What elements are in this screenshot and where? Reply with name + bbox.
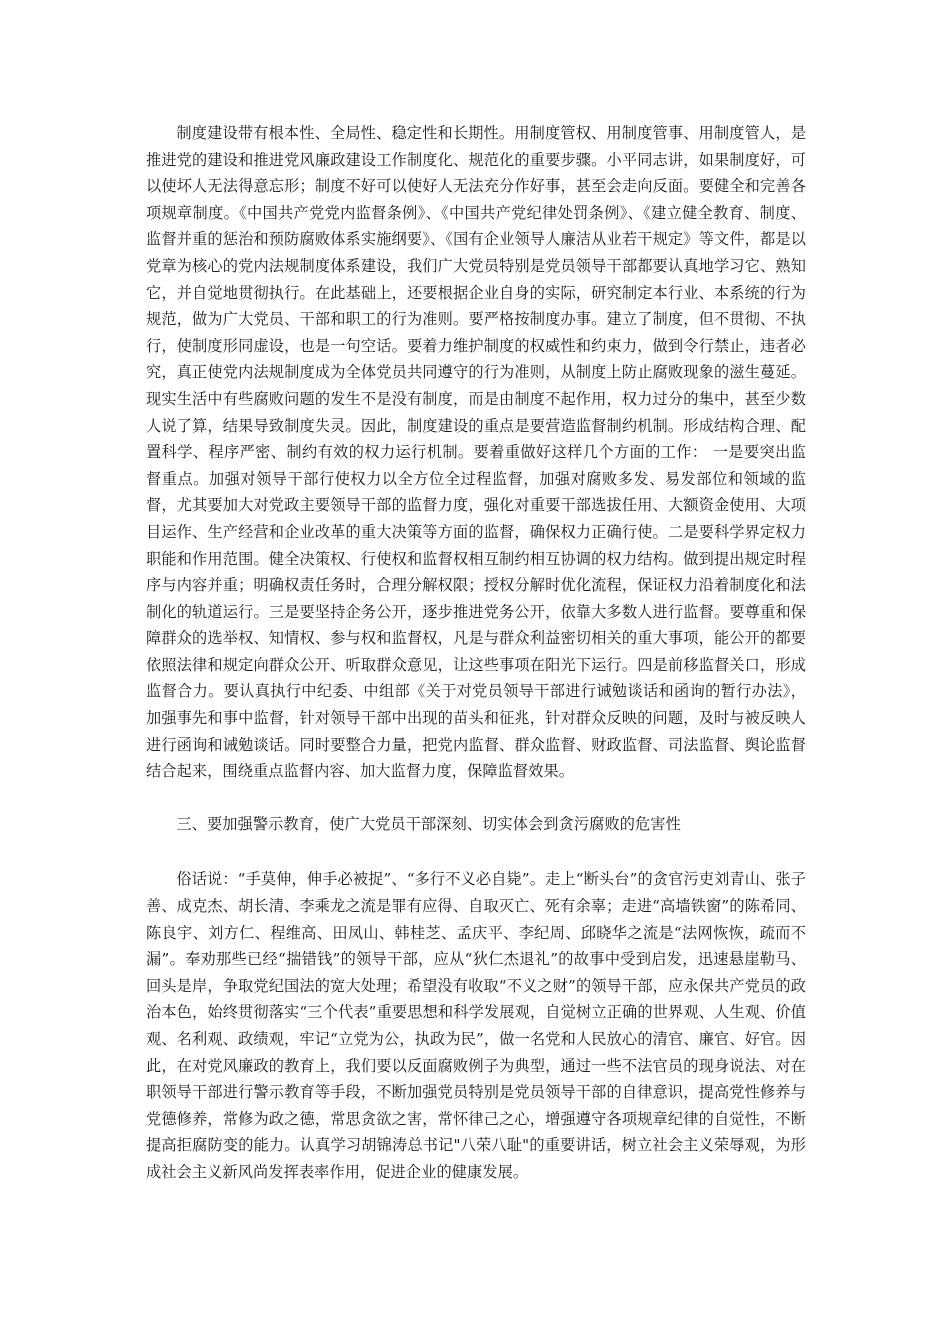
body-paragraph: 俗话说：“手莫伸，伸手必被捉”、“多行不义必自毙”。走上“断头台”的贪官污吏刘青山、张子善、成克杰、胡长清、李乘龙之流是罪有应得、自取灭亡、死有余辜；走进“高墙铁窗”的陈希同、陈良宇、刘方仁、程维高、田凤山、韩桂芝、孟庆平、李纪周、邱晓华之流是“法网恢恢，疏而不漏”。奉劝那些已经“揣错钱”的领导干部，应从“狄仁杰退礼”的故事中受到启发，迅速悬崖勒马、回头是岸，争取党纪国法的宽大处理；希望没有收取“不义之财”的领导干部，应永保共产党员的政治本色，始终贯彻落实“三个代表”重要思想和科学发展观，自觉树立正确的世界观、人生观、价值观、名利观、政绩观，牢记“立党为公，执政为民”，做一名党和人民放心的清官、廉官、好官。因此，在对党风廉政的教育上，我们要以反面腐败例子为典型，通过一些不法官员的现身说法、对在职领导干部进行警示教育等手段，不断加强党员特别是党员领导干部的自律意识，提高党性修养与党德修养，常修为政之德，常思贪欲之害，常怀律己之心，增强遵守各项规章纪律的自觉性，不断提高拒腐防变的能力。认真学习胡锦涛总书记"八荣八耻"的重要讲话，树立社会主义荣辱观，为形成社会主义新风尚发挥表率作用，促进企业的健康发展。 <box>146 870 806 1181</box>
body-paragraph: 制度建设带有根本性、全局性、稳定性和长期性。用制度管权、用制度管事、用制度管人，是推进党的建设和推进党风廉政建设工作制度化、规范化的重要步骤。小平同志讲，如果制度好，可以使坏人无法得意忘形；制度不好可以使好人无法充分作好事，甚至会走向反面。要健全和完善各项规章制度。《中国共产党党内监督条例》、《中国共产党纪律处罚条例》、《建立健全教育、制度、监督并重的惩治和预防腐败体系实施纲要》、《国有企业领导人廉洁从业若干规定》等文件，都是以党章为核心的党内法规制度体系建设，我们广大党员特别是党员领导干部都要认真地学习它、熟知它，并自觉地贯彻执行。在此基础上，还要根据企业自身的实际，研究制定本行业、本系统的行为规范，做为广大党员、干部和职工的行为准则。要严格按制度办事。建立了制度，但不贯彻、不执行，使制度形同虚设，也是一句空话。要着力维护制度的权威性和约束力，做到令行禁止，违者必究，真正使党内法规制度成为全体党员共同遵守的行为准则，从制度上防止腐败现象的滋生蔓延。现实生活中有些腐败问题的发生不是没有制度，而是由制度不起作用，权力过分的集中，甚至少数人说了算，结果导致制度失灵。因此，制度建设的重点是要营造监督制约机制。形成结构合理、配置科学、程序严密、制约有效的权力运行机制。要着重做好这样几个方面的工作： 一是要突出监督重点。加强对领导干部行使权力以全方位全过程监督，加强对腐败多发、易发部位和领域的监督，尤其要加大对党政主要领导干部的监督力度，强化对重要干部选拔任用、大额资金使用、大项目运作、生产经营和企业改革的重大决策等方面的监督，确保权力正确行使。二是要科学界定权力职能和作用范围。健全决策权、行使权和监督权相互制约相互协调的权力结构。做到提出规定时程序与内容并重；明确权责任务时，合理分解权限；授权分解时优化流程，保证权力沿着制度化和法制化的轨道运行。三是要坚持企务公开，逐步推进党务公开，依靠大多数人进行监督。要尊重和保障群众的选举权、知情权、参与权和监督权，凡是与群众利益密切相关的重大事项，能公开的都要依照法律和规定向群众公开、听取群众意见，让这些事项在阳光下运行。四是前移监督关口，形成监督合力。要认真执行中纪委、中组部《关于对党员领导干部进行诫勉谈话和函询的暂行办法》，加强事先和事中监督，针对领导干部中出现的苗头和征兆，针对群众反映的问题，及时与被反映人进行函询和诫勉谈话。同时要整合力量，把党内监督、群众监督、财政监督、司法监督、舆论监督结合起来，围绕重点监督内容、加大监督力度，保障监督效果。 <box>146 124 806 781</box>
document-page <box>146 120 806 1186</box>
section-heading: 三、要加强警示教育，使广大党员干部深刻、切实体会到贪污腐败的危害性 <box>176 814 681 833</box>
